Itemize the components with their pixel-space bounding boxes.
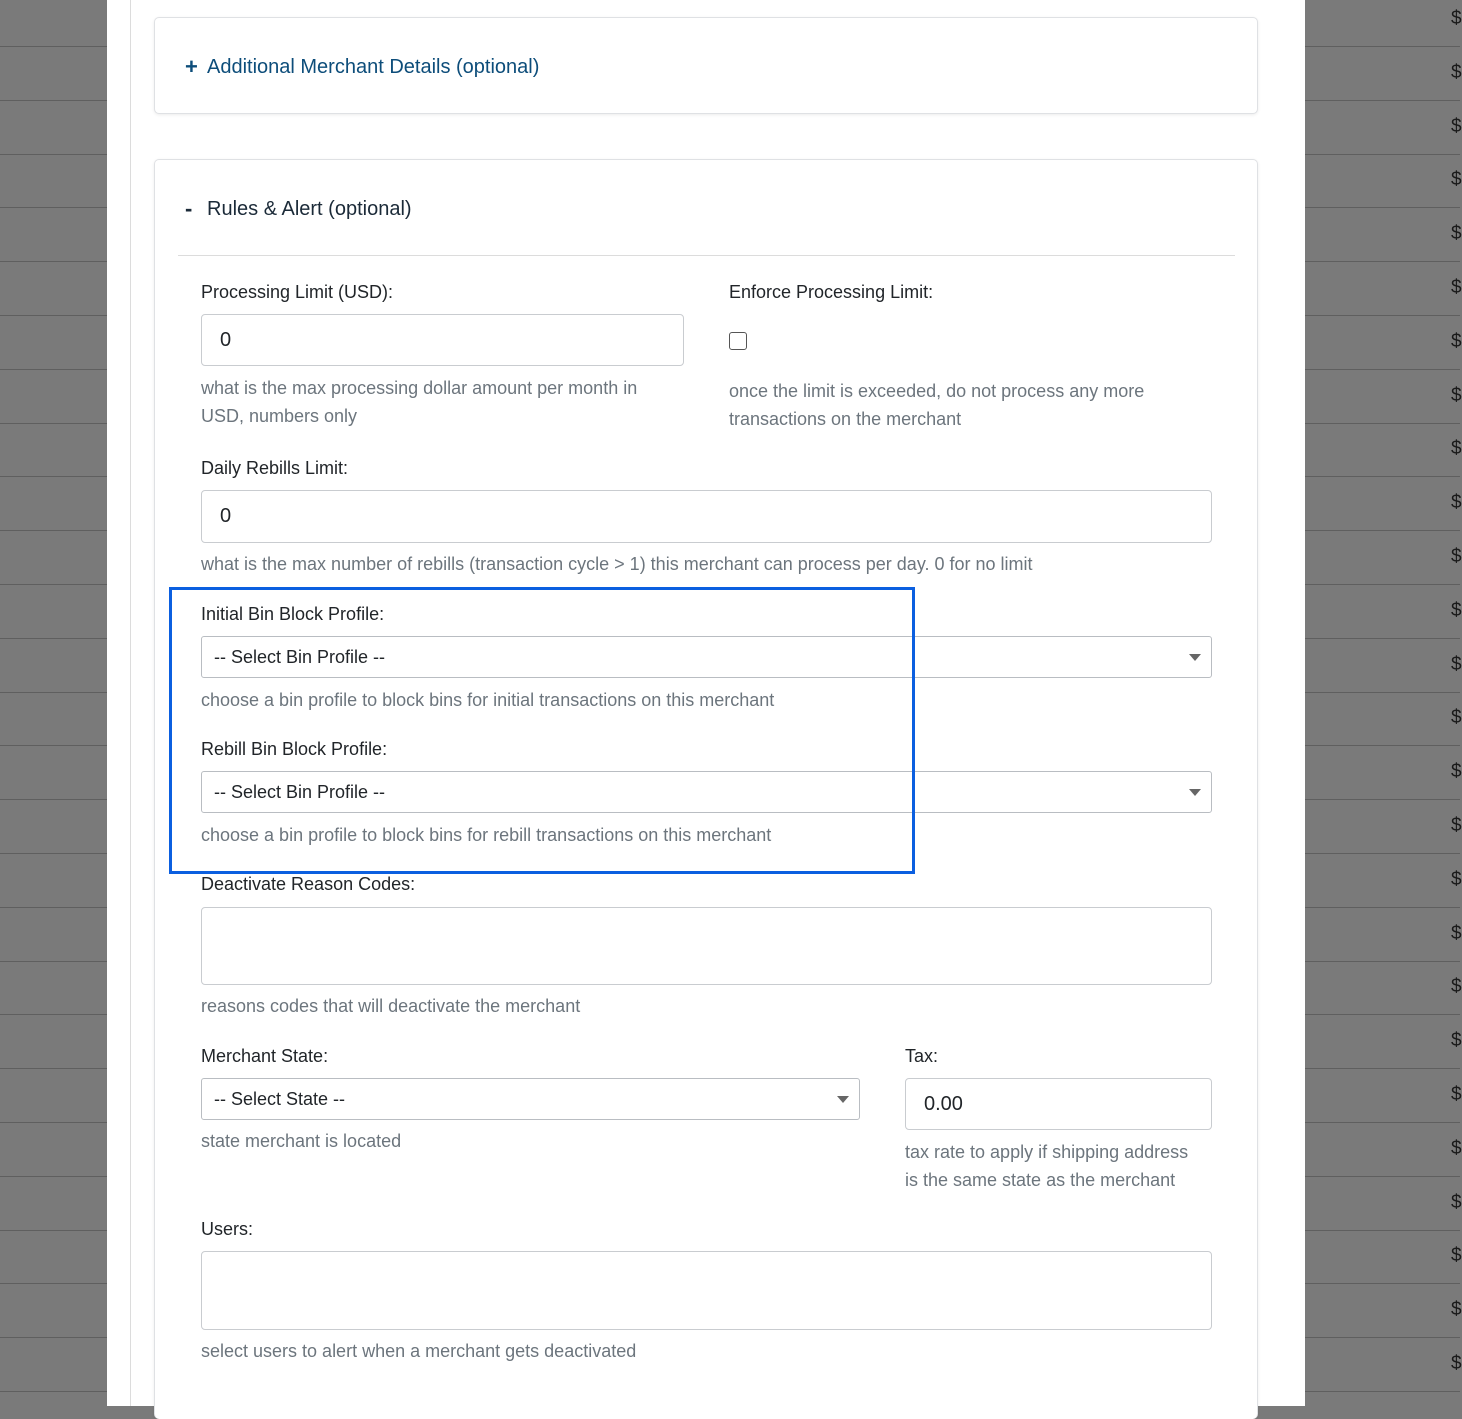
processing-limit-help [201, 374, 637, 430]
bin-block-highlight-box [169, 587, 915, 874]
background-row-dollar: $ [1451, 223, 1462, 245]
additional-details-card [154, 17, 1258, 114]
users-label: Users: [201, 1219, 254, 1239]
tax-input[interactable] [905, 1078, 1212, 1130]
background-row-dollar: $ [1451, 115, 1462, 137]
background-row-dollar: $ [1451, 61, 1462, 83]
background-row-dollar: $ [1451, 707, 1462, 729]
rules-alert-toggle[interactable] [185, 196, 412, 222]
additional-details-title: Additional Merchant Details (optional) [207, 55, 540, 78]
initial-bin-label: Initial Bin Block Profile: [201, 604, 385, 624]
daily-rebills-label: Daily Rebills Limit: [201, 458, 349, 478]
modal-body-edge [130, 0, 131, 1406]
enforce-limit-label: Enforce Processing Limit: [729, 282, 934, 302]
background-row-dollar: $ [1451, 8, 1462, 29]
background-row-dollar: $ [1451, 1084, 1462, 1105]
deactivate-codes-input[interactable] [201, 907, 1212, 985]
initial-bin-selected: -- Select Bin Profile -- [214, 646, 386, 667]
processing-limit-input[interactable] [201, 314, 684, 366]
background-row-dollar: $ [1451, 438, 1462, 460]
rebill-bin-help: choose a bin profile to block bins for rebill transactions on this merchant [201, 825, 772, 845]
tax-help [905, 1138, 1188, 1194]
deactivate-codes-help: reasons codes that will deactivate the merchant [201, 996, 581, 1016]
users-help: select users to alert when a merchant gets deactivated [201, 1341, 637, 1361]
background-row-dollar: $ [1451, 653, 1462, 675]
daily-rebills-help: what is the max number of rebills (transaction cycle > 1) this merchant can process per day. 0 for no limit [201, 554, 1033, 574]
background-row-dollar: $ [1451, 546, 1462, 567]
enforce-limit-help [729, 377, 1144, 433]
tax-label: Tax: [905, 1046, 939, 1066]
background-row-dollar: $ [1451, 330, 1462, 352]
enforce-limit-checkbox[interactable] [729, 332, 747, 350]
merchant-state-label: Merchant State: [201, 1046, 329, 1066]
background-row-dollar: $ [1451, 492, 1462, 514]
rebill-bin-selected: -- Select Bin Profile -- [214, 781, 386, 802]
background-row-dollar: $ [1451, 976, 1462, 998]
daily-rebills-input[interactable] [201, 490, 1212, 543]
merchant-state-selected: -- Select State -- [214, 1088, 346, 1109]
background-row-dollar: $ [1451, 1030, 1462, 1052]
background-row-dollar: $ [1451, 1191, 1462, 1213]
background-row-dollar: $ [1451, 169, 1462, 191]
merchant-state-select[interactable] [201, 1078, 860, 1120]
tax-help-line2: is the same state as the merchant [905, 1170, 1176, 1190]
chevron-down-icon [837, 1096, 849, 1103]
deactivate-codes-label: Deactivate Reason Codes: [201, 874, 416, 894]
rules-alert-title: Rules & Alert (optional) [207, 197, 412, 220]
background-row-dollar: $ [1451, 922, 1462, 944]
users-input[interactable] [201, 1251, 1212, 1330]
collapse-minus-icon: - [185, 196, 193, 221]
chevron-down-icon [1189, 789, 1201, 796]
background-row-dollar: $ [1451, 1245, 1462, 1267]
rebill-bin-label: Rebill Bin Block Profile: [201, 739, 388, 759]
processing-limit-help-line1: what is the max processing dollar amount per month in [201, 378, 638, 398]
background-row-dollar: $ [1451, 1137, 1462, 1159]
background-row-dollar: $ [1451, 277, 1462, 298]
background-row-dollar: $ [1451, 815, 1462, 836]
processing-limit-label: Processing Limit (USD): [201, 282, 394, 302]
background-row-dollar: $ [1451, 868, 1462, 890]
background-row-dollar: $ [1451, 1353, 1462, 1374]
additional-details-toggle[interactable] [185, 54, 539, 80]
section-divider [178, 255, 1235, 256]
background-row-dollar: $ [1451, 1299, 1462, 1321]
expand-plus-icon: + [185, 54, 198, 79]
tax-help-line1: tax rate to apply if shipping address [905, 1142, 1189, 1162]
background-row-dollar: $ [1451, 599, 1462, 621]
processing-limit-help-line2: USD, numbers only [201, 406, 358, 426]
enforce-limit-help-line1: once the limit is exceeded, do not process any more [729, 381, 1145, 401]
background-row-dollar: $ [1451, 384, 1462, 406]
chevron-down-icon [1189, 654, 1201, 661]
background-row-dollar: $ [1451, 761, 1462, 783]
initial-bin-help: choose a bin profile to block bins for initial transactions on this merchant [201, 690, 775, 710]
enforce-limit-help-line2: transactions on the merchant [729, 409, 962, 429]
merchant-state-help: state merchant is located [201, 1131, 402, 1151]
